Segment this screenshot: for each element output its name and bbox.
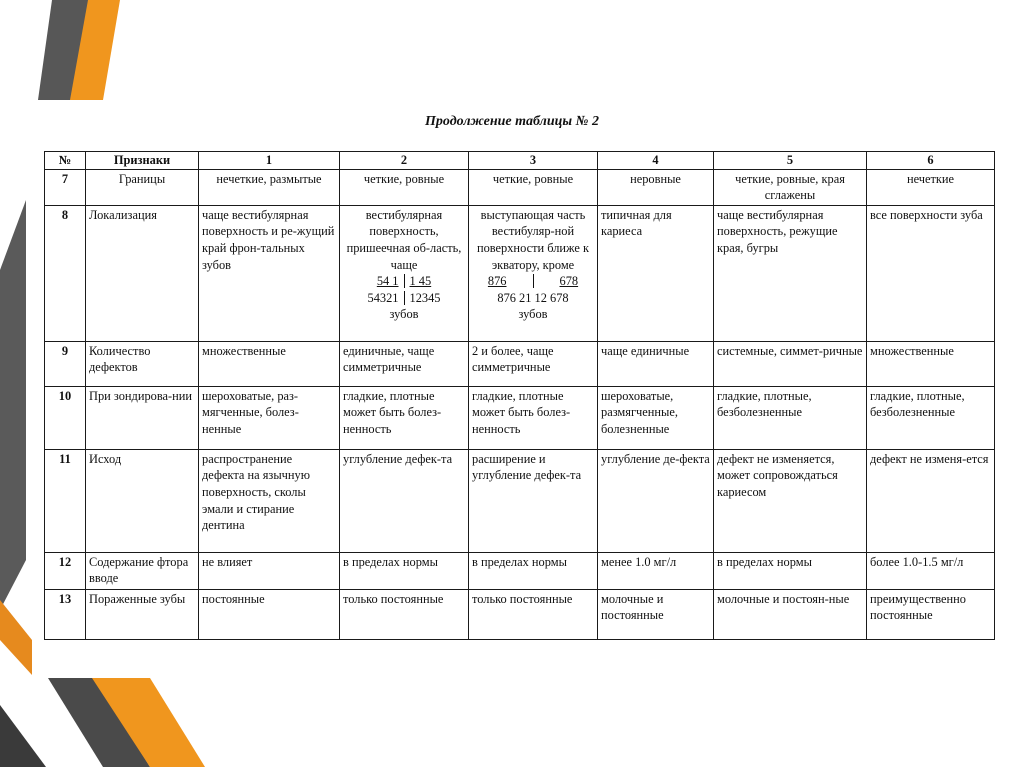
row-label: Локализация [86, 205, 199, 341]
table-cell: гладкие, плотные может быть болез-ненность [469, 386, 598, 449]
table-cell: чаще единичные [598, 341, 714, 386]
formula-part: 876 [487, 274, 507, 289]
table-cell: молочные и постоян-ные [714, 589, 867, 639]
table-cell: дефект не изменяется, может сопровождаться кариесом [714, 449, 867, 552]
table-cell: только постоянные [340, 589, 469, 639]
header-num: № [45, 152, 86, 170]
header-col-3: 3 [469, 152, 598, 170]
row-label: Пораженные зубы [86, 589, 199, 639]
cell-text: выступающая часть вестибуляр-ной поверхности ближе к экватору, кроме [476, 207, 590, 272]
table-row [45, 169, 995, 205]
table-row [45, 552, 995, 589]
row-label: При зондирова-нии [86, 386, 199, 449]
table-cell: гладкие, плотные, безболезненные [867, 386, 995, 449]
formula-part: 54321 [367, 290, 399, 305]
orange-wedge-bottom-left [0, 600, 32, 675]
row-label: Содержание фтора вводе [86, 552, 199, 589]
table-cell-dental-formula [469, 205, 598, 341]
table-cell: гладкие, плотные может быть болез-ненность [340, 386, 469, 449]
table-cell: шероховатые, раз-мягченные, болез-ненные [199, 386, 340, 449]
table-cell: постоянные [199, 589, 340, 639]
row-label: Количество дефектов [86, 341, 199, 386]
table-cell: четкие, ровные, края сглажены [714, 169, 867, 205]
header-row [45, 152, 995, 170]
dental-formula-top [472, 273, 594, 290]
header-col-1: 1 [199, 152, 340, 170]
formula-part: 12345 [409, 290, 441, 305]
table-cell: в пределах нормы [714, 552, 867, 589]
dental-formula-bottom [343, 290, 465, 307]
table-cell: чаще вестибулярная поверхность, режущие края, бугры [714, 205, 867, 341]
table-cell: все поверхности зуба [867, 205, 995, 341]
table-cell: неровные [598, 169, 714, 205]
table-cell: распространение дефекта на язычную поверхность, сколы эмали и стирание дентина [199, 449, 340, 552]
table-cell: молочные и постоянные [598, 589, 714, 639]
comparison-table [44, 151, 995, 640]
table-cell: четкие, ровные [340, 169, 469, 205]
table-cell: множественные [867, 341, 995, 386]
header-col-6: 6 [867, 152, 995, 170]
row-number: 12 [45, 552, 86, 589]
table-row [45, 341, 995, 386]
row-label: Границы [86, 169, 199, 205]
formula-part: 54 1 [376, 274, 399, 289]
gray-stripe-left [0, 200, 26, 610]
dark-triangle-bottom-left [0, 705, 46, 767]
header-feature: Признаки [86, 152, 199, 170]
row-number: 8 [45, 205, 86, 341]
dental-formula-bottom: 876 21 12 678 [497, 290, 569, 305]
table-cell: только постоянные [469, 589, 598, 639]
row-number: 7 [45, 169, 86, 205]
table-cell: единичные, чаще симметричные [340, 341, 469, 386]
table-row [45, 205, 995, 341]
formula-part: 678 [559, 274, 579, 289]
table-cell: чаще вестибулярная поверхность и ре-жущий край фрон-тальных зубов [199, 205, 340, 341]
table-cell: множественные [199, 341, 340, 386]
table-title: Продолжение таблицы № 2 [425, 114, 599, 129]
table-cell: системные, симмет-ричные [714, 341, 867, 386]
table-cell: дефект не изменя-ется [867, 449, 995, 552]
table-cell: шероховатые, размягченные, болезненные [598, 386, 714, 449]
row-number: 9 [45, 341, 86, 386]
cell-text: вестибулярная поверхность, пришеечная об-ласть, чаще [346, 207, 462, 272]
table-cell: нечеткие, размытые [199, 169, 340, 205]
table-row [45, 449, 995, 552]
table-cell: гладкие, плотные, безболезненные [714, 386, 867, 449]
cell-suffix: зубов [518, 307, 548, 322]
table-cell: в пределах нормы [340, 552, 469, 589]
table-cell: нечеткие [867, 169, 995, 205]
row-number: 11 [45, 449, 86, 552]
table-cell: не влияет [199, 552, 340, 589]
row-number: 10 [45, 386, 86, 449]
table-cell: типичная для кариеса [598, 205, 714, 341]
header-col-2: 2 [340, 152, 469, 170]
formula-part: 1 45 [409, 274, 432, 289]
table-cell: в пределах нормы [469, 552, 598, 589]
table-cell: 2 и более, чаще симметричные [469, 341, 598, 386]
dental-formula-top [343, 273, 465, 290]
row-label: Исход [86, 449, 199, 552]
table-cell-dental-formula [340, 205, 469, 341]
table-cell: преимущественно постоянные [867, 589, 995, 639]
header-col-4: 4 [598, 152, 714, 170]
table-cell: углубление де-фекта [598, 449, 714, 552]
table-cell: углубление дефек-та [340, 449, 469, 552]
table-cell: расширение и углубление дефек-та [469, 449, 598, 552]
cell-suffix: зубов [389, 307, 419, 322]
table-row [45, 386, 995, 449]
table-cell: менее 1.0 мг/л [598, 552, 714, 589]
table-cell: четкие, ровные [469, 169, 598, 205]
header-col-5: 5 [714, 152, 867, 170]
row-number: 13 [45, 589, 86, 639]
table-cell: более 1.0-1.5 мг/л [867, 552, 995, 589]
table-row [45, 589, 995, 639]
